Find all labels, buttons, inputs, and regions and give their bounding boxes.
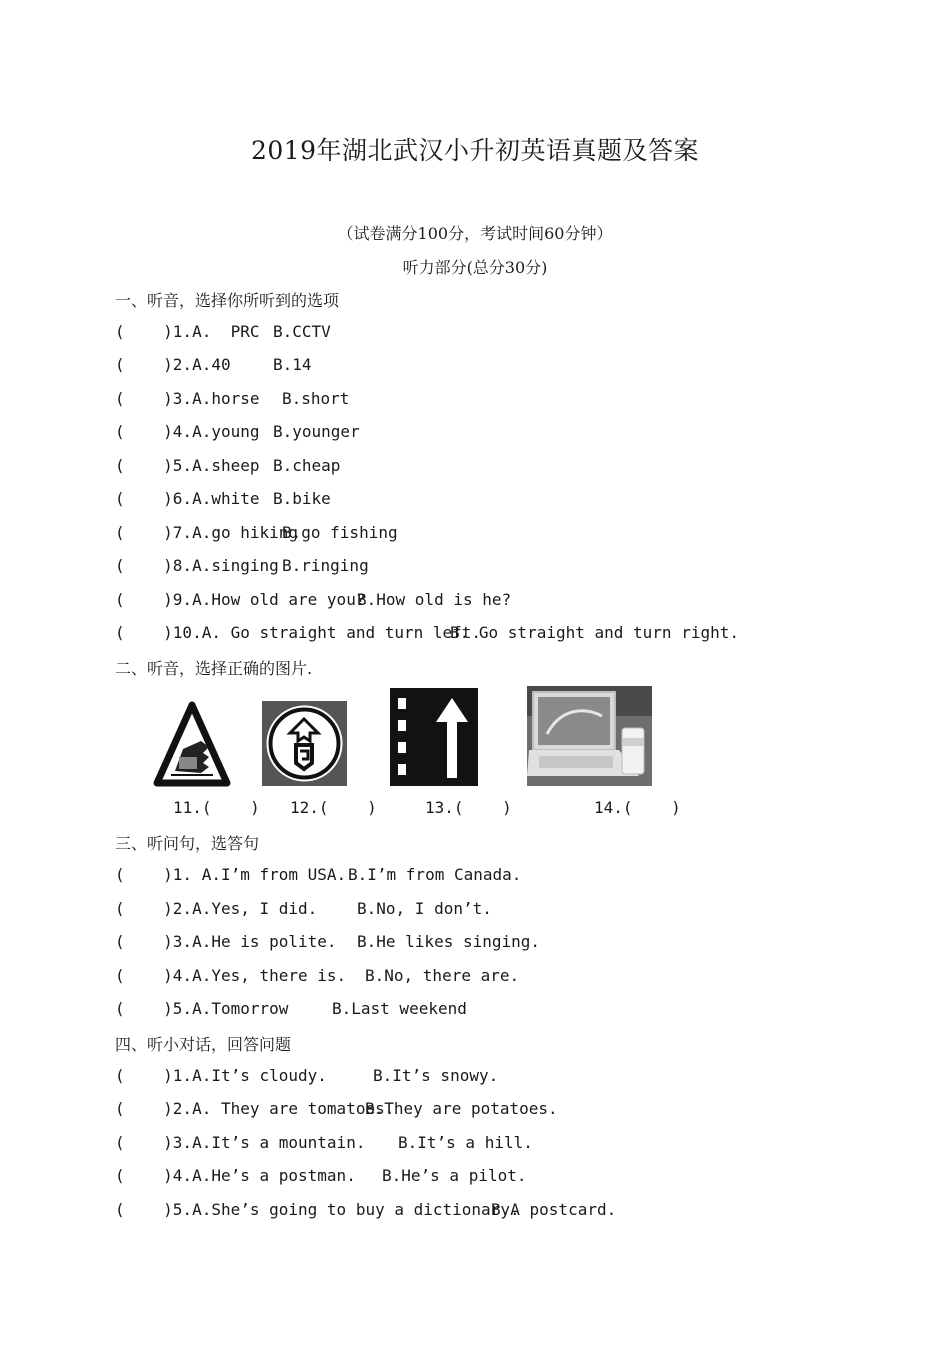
straight-ahead-road-icon bbox=[390, 688, 478, 786]
question-row: ( )1. A.I’m from USA. bbox=[115, 865, 347, 884]
option-b: B.cheap bbox=[273, 456, 341, 475]
page-title: 2019年湖北武汉小升初英语真题及答案 bbox=[250, 136, 700, 165]
question-row: ( )2.A.40 bbox=[115, 355, 231, 374]
option-b: B.Last weekend bbox=[332, 999, 467, 1018]
option-b: B.I’m from Canada. bbox=[348, 865, 522, 884]
option-b: B.How old is he? bbox=[357, 590, 512, 609]
listening-header: 听力部分(总分30分) bbox=[402, 258, 548, 277]
section-1-heading: 一、听音，选择你所听到的选项 bbox=[115, 291, 340, 310]
option-b: B.No, I don’t. bbox=[357, 899, 492, 918]
laptop-and-cup-icon bbox=[527, 686, 652, 786]
section-2-heading: 二、听音，选择正确的图片. bbox=[115, 659, 313, 678]
question-row: ( )8.A.singing bbox=[115, 556, 279, 575]
picture-label-11: 11.( ) bbox=[173, 798, 260, 817]
question-row: ( )3.A.It’s a mountain. bbox=[115, 1133, 366, 1152]
picture-label-12: 12.( ) bbox=[290, 798, 377, 817]
question-row: ( )3.A.He is polite. bbox=[115, 932, 337, 951]
question-row: ( )5.A.Tomorrow bbox=[115, 999, 289, 1018]
option-b: B.It’s a hill. bbox=[398, 1133, 533, 1152]
question-row: ( )5.A.sheep bbox=[115, 456, 260, 475]
option-b: B.They are potatoes. bbox=[365, 1099, 558, 1118]
no-umbrella-sign-icon bbox=[262, 701, 347, 786]
question-row: ( )5.A.She’s going to buy a dictionary. bbox=[115, 1200, 520, 1219]
picture-14 bbox=[527, 686, 652, 786]
option-b: B.He’s a pilot. bbox=[382, 1166, 527, 1185]
option-b: B. Go straight and turn right. bbox=[450, 623, 739, 642]
option-b: B.go fishing bbox=[282, 523, 398, 542]
question-row: ( )10.A. Go straight and turn left. bbox=[115, 623, 482, 642]
option-b: B.A postcard. bbox=[491, 1200, 617, 1219]
exam-info: （试卷满分100分，考试时间60分钟） bbox=[337, 224, 613, 243]
question-row: ( )3.A.horse bbox=[115, 389, 260, 408]
picture-11 bbox=[153, 701, 231, 787]
option-b: B.ringing bbox=[282, 556, 369, 575]
picture-label-13: 13.( ) bbox=[425, 798, 512, 817]
option-b: B.bike bbox=[273, 489, 331, 508]
section-4-heading: 四、听小对话，回答问题 bbox=[115, 1035, 292, 1054]
question-row: ( )4.A.young bbox=[115, 422, 260, 441]
option-b: B.short bbox=[282, 389, 350, 408]
option-b: B.CCTV bbox=[273, 322, 331, 341]
option-b: B.14 bbox=[273, 355, 312, 374]
option-b: B.No, there are. bbox=[365, 966, 520, 985]
option-b: B.He likes singing. bbox=[357, 932, 541, 951]
question-row: ( )7.A.go hiking bbox=[115, 523, 299, 542]
warning-triangle-hand-icon bbox=[153, 701, 231, 787]
option-b: B.It’s snowy. bbox=[373, 1066, 499, 1085]
question-row: ( )1.A. PRC bbox=[115, 322, 260, 341]
question-row: ( )1.A.It’s cloudy. bbox=[115, 1066, 327, 1085]
section-3-heading: 三、听问句，选答句 bbox=[115, 834, 260, 853]
question-row: ( )2.A. They are tomatoes. bbox=[115, 1099, 395, 1118]
question-row: ( )4.A.He’s a postman. bbox=[115, 1166, 356, 1185]
picture-label-14: 14.( ) bbox=[594, 798, 681, 817]
picture-12 bbox=[262, 701, 347, 786]
question-row: ( )6.A.white bbox=[115, 489, 260, 508]
picture-13 bbox=[390, 688, 478, 786]
option-b: B.younger bbox=[273, 422, 360, 441]
question-row: ( )4.A.Yes, there is. bbox=[115, 966, 347, 985]
question-row: ( )2.A.Yes, I did. bbox=[115, 899, 318, 918]
question-row: ( )9.A.How old are you? bbox=[115, 590, 366, 609]
